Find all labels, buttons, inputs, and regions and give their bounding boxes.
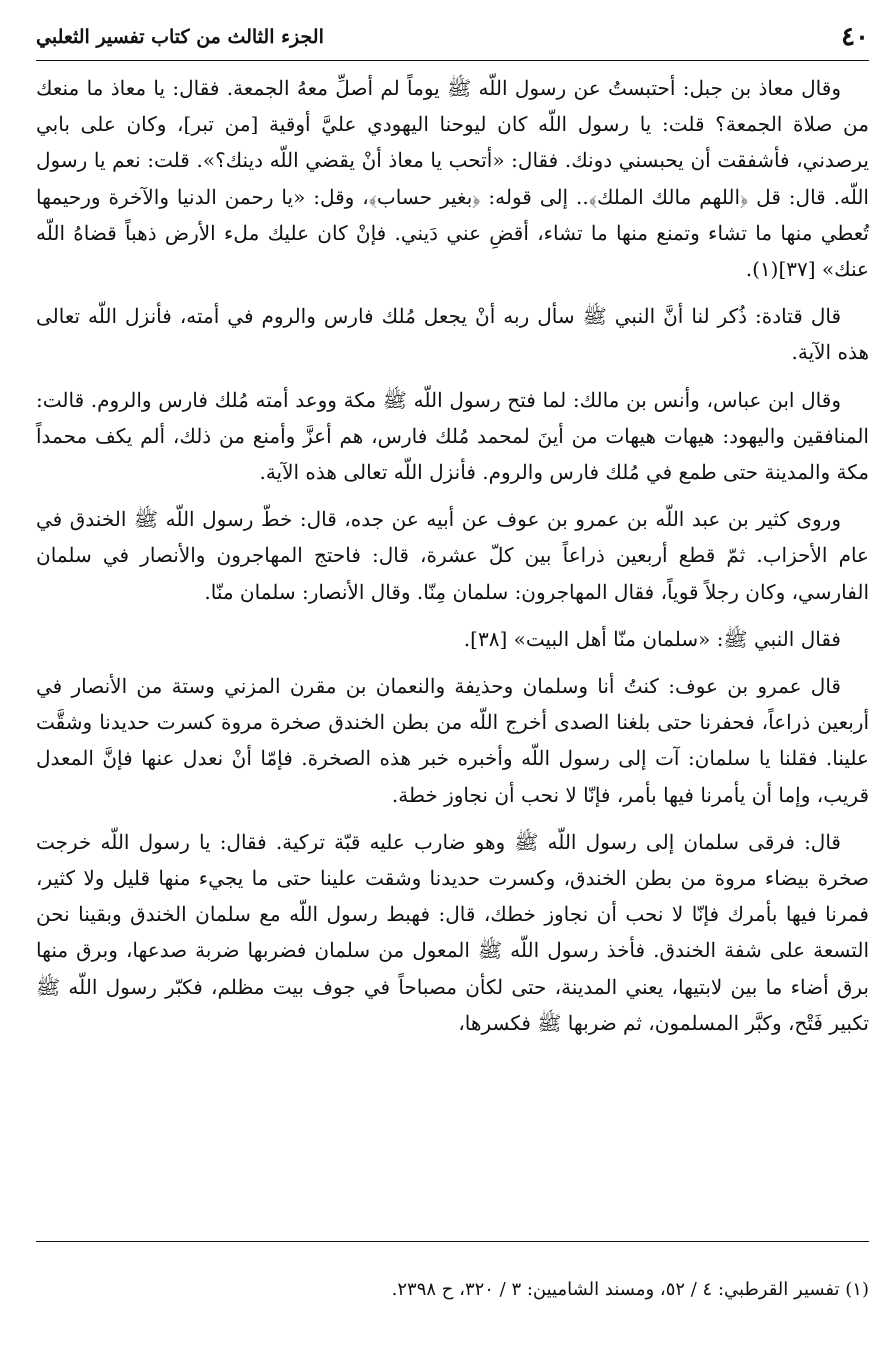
paragraph: فقال النبي ﷺ: «سلمان منّا أهل البيت» [٣٨]. <box>463 626 841 651</box>
paragraph: قال قتادة: ذُكر لنا أنَّ النبي ﷺ سأل ربه أنْ يجعل مُلك فارس والروم في أمته، فأنزل اللّه تعالى هذه الآية. <box>36 304 869 365</box>
page-number: ٤٠ <box>841 22 869 52</box>
page-header <box>36 14 869 61</box>
footnote: (١) تفسير القرطبي: ٤ / ٥٢، ومسند الشاميين: ٣ / ٣٢٠، ح ٢٣٩٨. <box>391 1279 869 1300</box>
body-text <box>36 70 869 1052</box>
paragraph: وقال معاذ بن جبل: أحتبستُ عن رسول اللّه ﷺ يوماً لم أصلِّ معهُ الجمعة. فقال: يا معاذ ما منعك من صلاة الجمعة؟ قلت: يا رسول اللّه كان ليوحنا اليهودي عليَّ أوقية [من تبر]، وكان على بابي يرصدني، فأشفقت أن يحبسني دونك. فقال: «أتحب يا معاذ أنْ يقضي اللّه دينك؟». قلت: نعم يا رسول اللّه. قال: قل ﴿اللهم مالك الملك﴾.. إلى قوله: ﴿بغير حساب﴾، وقل: «يا رحمن الدنيا والآخرة ورحيمها تُعطي منها ما تشاء وتمنع منها ما تشاء، أقضِ عني دَيني. فإنْ كان عليك ملء الأرض ذهباً قضاهُ اللّه عنك» [٣٧](١). <box>36 76 869 282</box>
footnote-divider <box>36 1241 869 1242</box>
running-title: الجزء الثالث من كتاب تفسير الثعلبي <box>36 26 324 48</box>
paragraph: قال عمرو بن عوف: كنتُ أنا وسلمان وحذيفة والنعمان بن مقرن المزني وستة من الأنصار في أربعين ذراعاً، فحفرنا حتى بلغنا الصدى أخرج اللّه من بطن الخندق صخرة مروة كسرت حديدنا وشقَّت علينا. فقلنا يا سلمان: آت إلى رسول اللّه وأخبره خبر هذه الصخرة. فإمّا أنْ نعدل عنها فإنَّ المعدل قريب، وإما أن يأمرنا فيها بأمر، فإنّا لا نحب أن نجاوز خطة. <box>36 674 869 807</box>
paragraph: وقال ابن عباس، وأنس بن مالك: لما فتح رسول اللّه ﷺ مكة ووعد أمته مُلك فارس والروم. قالت: المنافقين واليهود: هيهات هيهات من أينَ لمحمد مُلك فارس، هم أعزَّ وأمنع من ذلك، ألم يكف محمداً مكة والمدينة حتى طمع في مُلك فارس والروم. فأنزل اللّه تعالى هذه الآية. <box>36 387 869 485</box>
paragraph: قال: فرقى سلمان إلى رسول اللّه ﷺ وهو ضارب عليه قبّة تركية. فقال: يا رسول اللّه خرجت صخرة بيضاء مروة من بطن الخندق، وكسرت حديدنا وشقت علينا حتى ما يجيء منها قليل ولا كثير، فمرنا فيها بأمرك فإنّا لا نحب أن نجاوز خطك، قال: فهبط رسول اللّه مع سلمان الخندق وبقينا نحن التسعة على شفة الخندق. فأخذ رسول اللّه ﷺ المعول من سلمان فضربها ضربة صدعها، وبرق منها برق أضاء ما بين لابتيها، يعني المدينة، حتى لكأن مصباحاً في جوف بيت مظلم، فكبّر رسول اللّه ﷺ تكبير فَتْح، وكبَّر المسلمون، ثم ضربها ﷺ فكسرها، <box>36 829 869 1035</box>
paragraph: وروى كثير بن عبد اللّه بن عمرو بن عوف عن أبيه عن جده، قال: خطّ رسول اللّه ﷺ الخندق في عام الأحزاب. ثمّ قطع أربعين ذراعاً بين كلّ عشرة، قال: فاحتج المهاجرون والأنصار في سلمان الفارسي، وكان رجلاً قوياً، فقال المهاجرون: سلمان مِنّا. وقال الأنصار: سلمان منّا. <box>36 507 869 604</box>
